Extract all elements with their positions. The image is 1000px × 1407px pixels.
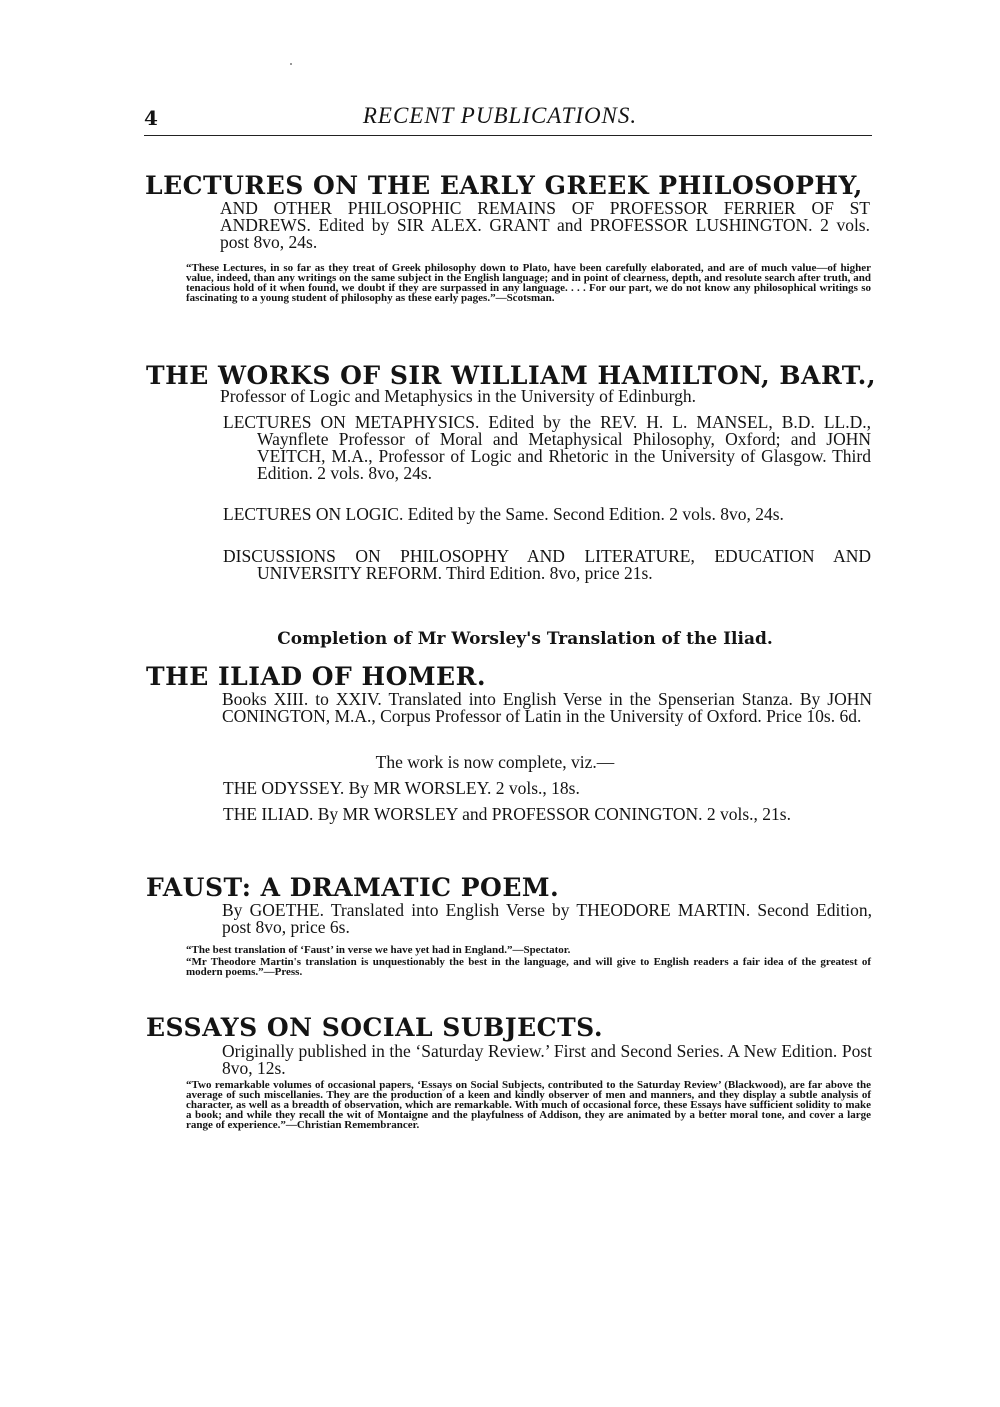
running-title: RECENT PUBLICATIONS. (362, 103, 638, 128)
item-discussions: DISCUSSIONS ON PHILOSOPHY AND LITERATURE, EDUCATION AND UNIVERSITY REFORM. Third Edition. 8vo, price 21s. (223, 546, 871, 583)
header-rule (144, 135, 872, 136)
note-work-complete: The work is now complete, viz.— (375, 752, 615, 772)
entry-title-essays: ESSAYS ON SOCIAL SUBJECTS. (146, 1013, 604, 1042)
entry-subtitle-greek-philosophy: AND OTHER PHILOSOPHIC REMAINS OF PROFESSOR FERRIER OF ST ANDREWS. Edited by SIR ALEX. GRANT and PROFESSOR LUSHINGTON. 2 vols. post 8vo, 24s. (220, 198, 870, 252)
entry-title-faust: FAUST: A DRAMATIC POEM. (146, 873, 560, 902)
page-number: 4 (144, 106, 158, 130)
entry-title-greek-philosophy: LECTURES ON THE EARLY GREEK PHILOSOPHY, (145, 171, 863, 200)
review-christian-remembrancer: “Two remarkable volumes of occasional papers, ‘Essays on Social Subjects, contributed to the Saturday Review’ (Blackwood), are far above the average of such miscellanies. They are the production of a keen and kindly observer of men and manners, and they display a subtle analysis of character, as well as a breadth of observation, which are remarkable. With much of occasional force, these Essays have sufficient solidity to make a book; and while they recall the wit of Montaigne and the playfulness of Addison, they are animated by a better moral tone, and cover a large range of experience.”—Christian Remembrancer. (186, 1079, 871, 1131)
item-lectures-metaphysics: LECTURES ON METAPHYSICS. Edited by the REV. H. L. MANSEL, B.D. LL.D., Waynflete Professor of Moral and Metaphysical Philosophy, Oxford; and JOHN VEITCH, M.A., Professor of Logic and Rhetoric in the University of Glasgow. Third Edition. 2 vols. 8vo, 24s. (223, 412, 871, 483)
item-iliad: THE ILIAD. By MR WORSLEY and PROFESSOR CONINGTON. 2 vols., 21s. (223, 804, 791, 824)
entry-subtitle-essays: Originally published in the ‘Saturday Review.’ First and Second Series. A New Edition. Post 8vo, 12s. (222, 1041, 872, 1078)
review-spectator: “The best translation of ‘Faust’ in verse we have yet had in England.”—Spectator. (186, 944, 571, 956)
review-press: “Mr Theodore Martin's translation is unquestionably the best in the language, and will give to English readers a fair idea of the greatest of modern poems.”—Press. (186, 956, 871, 978)
entry-subtitle-faust: By GOETHE. Translated into English Verse by THEODORE MARTIN. Second Edition, post 8vo, price 6s. (222, 900, 872, 937)
entry-title-iliad: THE ILIAD OF HOMER. (146, 662, 487, 691)
review-scotsman: “These Lectures, in so far as they treat of Greek philosophy down to Plato, have been carefully elaborated, and are of much value—of higher value, indeed, than any writings on the same subject in the English language; and in point of clearness, depth, and resolute search after truth, and tenacious hold of it when found, we doubt if they are surpassed in any language. . . . For our part, we do not know any philosophical writings so fascinating to a young student of philosophy as these early pages.”—Scotsman. (186, 262, 871, 304)
entry-subtitle-iliad: Books XIII. to XXIV. Translated into English Verse in the Spenserian Stanza. By JOHN CONINGTON, M.A., Corpus Professor of Latin in the University of Oxford. Price 10s. 6d. (222, 689, 872, 726)
subheading-iliad-completion: Completion of Mr Worsley's Translation of the Iliad. (277, 629, 773, 649)
item-lectures-logic: LECTURES ON LOGIC. Edited by the Same. Second Edition. 2 vols. 8vo, 24s. (223, 504, 784, 524)
entry-subtitle-hamilton: Professor of Logic and Metaphysics in the University of Edinburgh. (220, 386, 696, 406)
entry-title-hamilton: THE WORKS OF SIR WILLIAM HAMILTON, BART., (146, 361, 877, 390)
item-odyssey: THE ODYSSEY. By MR WORSLEY. 2 vols., 18s. (223, 778, 580, 798)
paper-speck (290, 63, 292, 65)
